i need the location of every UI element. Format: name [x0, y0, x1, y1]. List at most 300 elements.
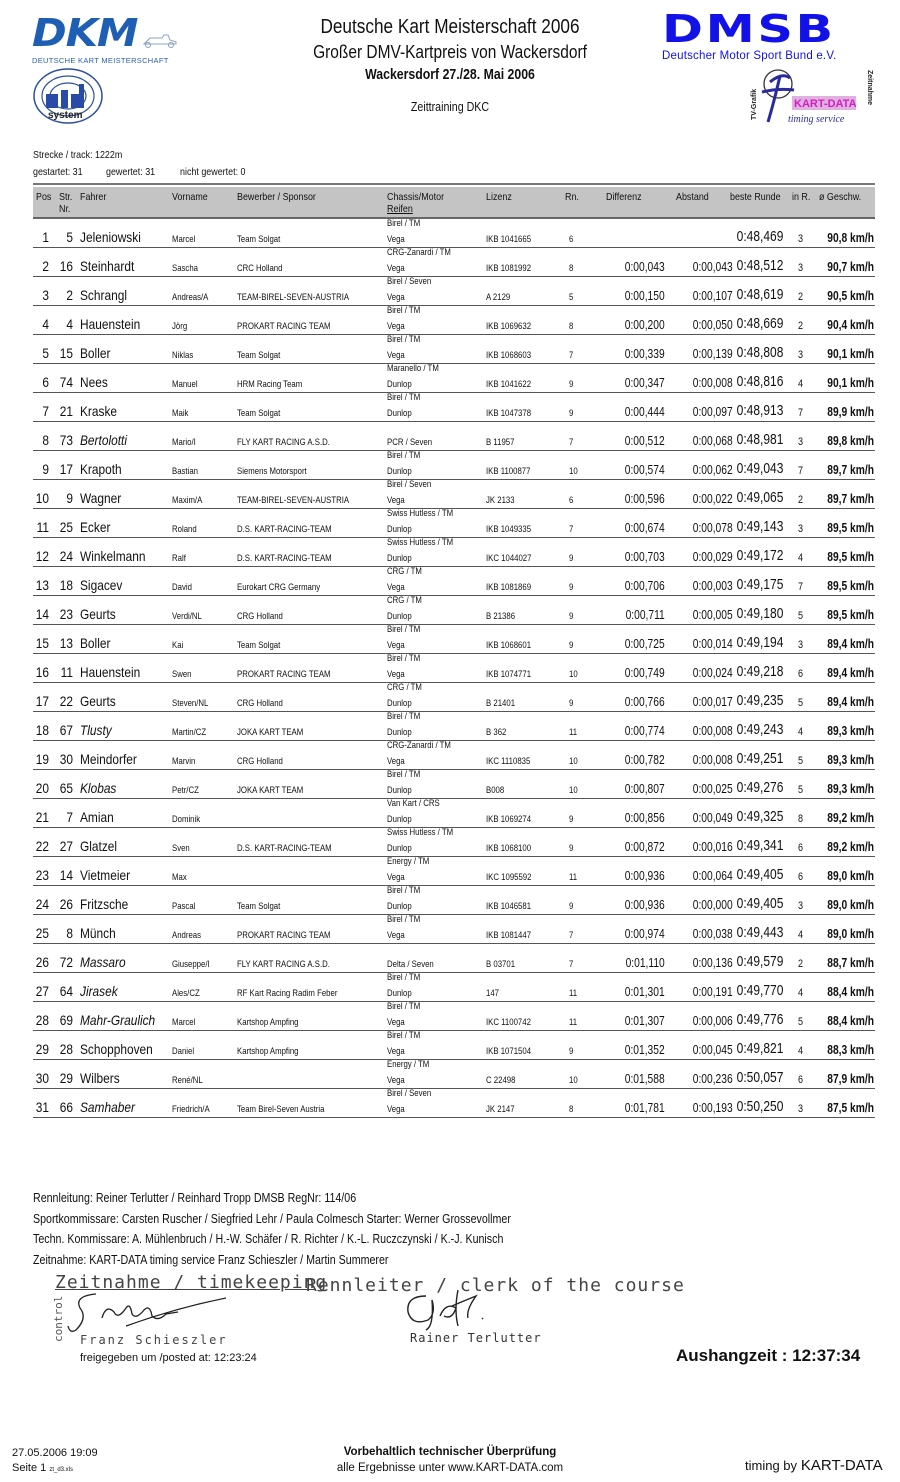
gap-cell: 0:00,062 — [693, 463, 733, 477]
speed-cell: 89,3 km/h — [827, 724, 874, 738]
gap-cell: 0:00,022 — [693, 492, 733, 506]
laps-cell: 7 — [569, 524, 574, 535]
best-lap-cell: 0:49,579 — [736, 953, 783, 970]
gap-cell: 0:00,136 — [693, 956, 733, 970]
tyre-cell: Dunlop — [387, 785, 412, 796]
clerk-label: Rennleiter / clerk of the course — [306, 1275, 685, 1296]
gap-cell: 0:00,017 — [693, 695, 733, 709]
driver-name-cell: Hauenstein — [80, 316, 141, 332]
posting-time: Aushangzeit : 12:37:34 — [676, 1346, 861, 1365]
first-name-cell: Kai — [172, 640, 184, 651]
license-cell: IKB 1047378 — [486, 408, 532, 419]
timekeeping-label: Zeitnahme / timekeeping — [55, 1272, 328, 1293]
chassis-engine-cell: Birel / TM — [387, 914, 421, 925]
entrant-cell: D.S. KART-RACING-TEAM — [237, 524, 332, 535]
diff-cell: 0:00,043 — [625, 260, 665, 274]
license-cell: IKB 1068601 — [486, 640, 532, 651]
driver-name-cell: Glatzel — [80, 838, 118, 854]
footer-right — [745, 1457, 883, 1474]
table-row — [33, 538, 875, 567]
pos-cell: 6 — [42, 374, 49, 390]
tyre-cell: Vega — [387, 321, 405, 332]
entrant-cell: CRC Holland — [237, 263, 283, 274]
license-cell: IKC 1095592 — [486, 872, 532, 883]
best-lap-cell: 0:49,143 — [736, 518, 783, 535]
best-lap-number-cell: 5 — [798, 784, 804, 796]
entrant-cell: Kartshop Ampfing — [237, 1046, 299, 1057]
start-number-cell: 15 — [59, 345, 73, 361]
gap-cell: 0:00,003 — [693, 579, 733, 593]
pos-cell: 31 — [35, 1099, 49, 1115]
tyre-cell: Vega — [387, 234, 405, 245]
table-row — [33, 393, 875, 422]
gap-cell: 0:00,068 — [693, 434, 733, 448]
gap-cell: 0:00,000 — [693, 898, 733, 912]
license-cell: IKB 1100877 — [486, 466, 531, 477]
laps-cell: 9 — [569, 814, 574, 825]
pos-cell: 27 — [35, 983, 49, 999]
table-row — [33, 480, 875, 509]
speed-cell: 89,4 km/h — [827, 695, 874, 709]
license-cell: B008 — [486, 785, 505, 796]
best-lap-cell: 0:49,175 — [736, 576, 783, 593]
best-lap-number-cell: 4 — [798, 378, 804, 390]
footer-left — [12, 1446, 98, 1478]
laps-cell: 11 — [569, 988, 578, 999]
table-row — [33, 973, 875, 1002]
stewards: Sportkommissare: Carsten Ruscher / Siegfried Lehr / Paula Colmesch Starter: Werner Grossevollmer — [33, 1210, 511, 1226]
start-number-cell: 65 — [59, 780, 73, 796]
best-lap-number-cell: 4 — [798, 987, 804, 999]
gap-cell: 0:00,008 — [693, 724, 733, 738]
speed-cell: 87,5 km/h — [827, 1101, 874, 1115]
pos-cell: 7 — [42, 403, 49, 419]
table-row — [33, 1031, 875, 1060]
start-number-cell: 29 — [59, 1070, 73, 1086]
best-lap-number-cell: 4 — [798, 1045, 804, 1057]
driver-name-cell: Ecker — [80, 519, 111, 535]
driver-name-cell: Wagner — [80, 490, 122, 506]
first-name-cell: Sven — [172, 843, 190, 854]
pos-cell: 13 — [35, 577, 49, 593]
table-row — [33, 683, 875, 712]
first-name-cell: Roland — [172, 524, 197, 535]
best-lap-cell: 0:49,218 — [736, 663, 783, 680]
license-cell: IKB 1068603 — [486, 350, 532, 361]
diff-cell: 0:00,782 — [625, 753, 665, 767]
license-cell: B 11957 — [486, 437, 515, 448]
best-lap-number-cell: 3 — [798, 349, 804, 361]
entrant-cell: HRM Racing Team — [237, 379, 303, 390]
chassis-engine-cell: CRG / TM — [387, 595, 422, 606]
speed-cell: 89,4 km/h — [827, 637, 874, 651]
tyre-cell: Vega — [387, 263, 405, 274]
first-name-cell: Steven/NL — [172, 698, 209, 709]
chassis-engine-cell: Birel / TM — [387, 218, 421, 229]
best-lap-cell: 0:50,250 — [736, 1098, 783, 1115]
first-name-cell: Giuseppe/I — [172, 959, 210, 970]
tyre-cell: Vega — [387, 640, 405, 651]
tyre-cell: Dunlop — [387, 727, 412, 738]
track-length: Strecke / track: 1222m — [33, 149, 123, 161]
tyre-cell: Vega — [387, 930, 405, 941]
laps-cell: 9 — [569, 640, 574, 651]
entrant-cell: Team Solgat — [237, 234, 281, 245]
col-entrant: Bewerber / Sponsor — [237, 191, 316, 203]
laps-cell: 7 — [569, 959, 574, 970]
pid-system-logo — [32, 68, 106, 126]
best-lap-cell: 0:49,243 — [736, 721, 783, 738]
best-lap-cell: 0:48,816 — [736, 373, 783, 390]
diff-cell: 0:00,872 — [625, 840, 665, 854]
license-cell: IKB 1041665 — [486, 234, 532, 245]
driver-name-cell: Jirasek — [80, 983, 118, 999]
best-lap-cell: 0:48,913 — [736, 402, 783, 419]
table-row — [33, 770, 875, 799]
speed-cell: 89,2 km/h — [827, 840, 874, 854]
speed-cell: 89,7 km/h — [827, 492, 874, 506]
laps-cell: 9 — [569, 408, 574, 419]
entrant-cell: Team Solgat — [237, 640, 281, 651]
best-lap-cell: 0:49,276 — [736, 779, 783, 796]
start-number-cell: 9 — [66, 490, 73, 506]
chassis-engine-cell: CRG-Zanardi / TM — [387, 740, 451, 751]
diff-cell: 0:01,781 — [625, 1101, 665, 1115]
laps-cell: 9 — [569, 698, 574, 709]
tyre-cell: Vega — [387, 872, 405, 883]
driver-name-cell: Meindorfer — [80, 751, 137, 767]
chassis-engine-cell: Maranello / TM — [387, 363, 439, 374]
speed-cell: 89,0 km/h — [827, 927, 874, 941]
driver-name-cell: Krapoth — [80, 461, 122, 477]
driver-name-cell: Sigacev — [80, 577, 123, 593]
laps-cell: 10 — [569, 669, 578, 680]
start-number-cell: 30 — [59, 751, 73, 767]
col-chassis-line2: Reifen — [387, 203, 413, 215]
speed-cell: 87,9 km/h — [827, 1072, 874, 1086]
best-lap-cell: 0:48,808 — [736, 344, 783, 361]
start-number-cell: 22 — [59, 693, 73, 709]
best-lap-number-cell: 6 — [798, 668, 804, 680]
entrant-cell: TEAM-BIREL-SEVEN-AUSTRIA — [237, 292, 350, 303]
laps-cell: 11 — [569, 872, 578, 883]
laps-cell: 6 — [569, 495, 574, 506]
best-lap-number-cell: 3 — [798, 639, 804, 651]
start-number-cell: 67 — [59, 722, 73, 738]
diff-cell: 0:00,703 — [625, 550, 665, 564]
start-number-cell: 72 — [59, 954, 73, 970]
first-name-cell: Dominik — [172, 814, 201, 825]
gap-cell: 0:00,008 — [693, 376, 733, 390]
laps-cell: 10 — [569, 466, 578, 477]
best-lap-cell: 0:49,443 — [736, 924, 783, 941]
first-name-cell: David — [172, 582, 192, 593]
table-row — [33, 915, 875, 944]
first-name-cell: Marcel — [172, 234, 196, 245]
best-lap-number-cell: 6 — [798, 871, 804, 883]
diff-cell: 0:01,588 — [625, 1072, 665, 1086]
best-lap-cell: 0:49,251 — [736, 750, 783, 767]
driver-name-cell: Boller — [80, 635, 111, 651]
laps-cell: 11 — [569, 727, 578, 738]
best-lap-cell: 0:49,325 — [736, 808, 783, 825]
gap-cell: 0:00,045 — [693, 1043, 733, 1057]
best-lap-number-cell: 4 — [798, 929, 804, 941]
best-lap-cell: 0:49,172 — [736, 547, 783, 564]
best-lap-cell: 0:49,235 — [736, 692, 783, 709]
table-row — [33, 799, 875, 828]
start-number-cell: 8 — [66, 925, 73, 941]
chassis-engine-cell: Van Kart / CRS — [387, 798, 440, 809]
start-number-cell: 2 — [66, 287, 73, 303]
col-driver: Fahrer — [80, 191, 107, 203]
license-cell: B 03701 — [486, 959, 516, 970]
best-lap-number-cell: 3 — [798, 233, 804, 245]
gap-cell: 0:00,193 — [693, 1101, 733, 1115]
pos-cell: 3 — [42, 287, 49, 303]
tyre-cell: PCR / Seven — [387, 437, 433, 448]
col-license: Lizenz — [486, 191, 512, 203]
kart-icon — [140, 32, 178, 48]
best-lap-number-cell: 2 — [798, 291, 804, 303]
tyre-cell: Delta / Seven — [387, 959, 434, 970]
table-row — [33, 509, 875, 538]
tyre-cell: Vega — [387, 1046, 405, 1057]
timekeeping-officials: Zeitnahme: KART-DATA timing service Franz Schieszler / Martin Summerer — [33, 1251, 389, 1267]
license-cell: IKB 1081992 — [486, 263, 532, 274]
diff-cell: 0:00,339 — [625, 347, 665, 361]
gap-cell: 0:00,139 — [693, 347, 733, 361]
chassis-engine-cell: Energy / TM — [387, 1059, 430, 1070]
pos-cell: 12 — [35, 548, 49, 564]
best-lap-number-cell: 2 — [798, 320, 804, 332]
speed-cell: 90,1 km/h — [827, 376, 874, 390]
source-file: zt_d3.xls — [49, 1467, 73, 1473]
driver-name-cell: Geurts — [80, 606, 116, 622]
license-cell: IKB 1069632 — [486, 321, 532, 332]
best-lap-cell: 0:48,512 — [736, 257, 783, 274]
laps-cell: 7 — [569, 350, 574, 361]
best-lap-cell: 0:49,770 — [736, 982, 783, 999]
tyre-cell: Dunlop — [387, 408, 412, 419]
tyre-cell: Vega — [387, 292, 405, 303]
speed-cell: 89,7 km/h — [827, 463, 874, 477]
speed-cell: 90,7 km/h — [827, 260, 874, 274]
license-cell: B 362 — [486, 727, 507, 738]
speed-cell: 89,5 km/h — [827, 550, 874, 564]
gap-cell: 0:00,008 — [693, 753, 733, 767]
dmsb-logo — [662, 7, 874, 62]
driver-name-cell: Wilbers — [80, 1070, 120, 1086]
diff-cell: 0:00,974 — [625, 927, 665, 941]
kart-data-logo — [748, 62, 874, 128]
first-name-cell: Friedrich/A — [172, 1104, 210, 1115]
first-name-cell: Andreas — [172, 930, 202, 941]
driver-name-cell: Jeleniowski — [80, 229, 141, 245]
chassis-engine-cell: Birel / TM — [387, 972, 421, 983]
pos-cell: 14 — [35, 606, 49, 622]
chassis-engine-cell: Birel / TM — [387, 653, 421, 664]
laps-cell: 7 — [569, 930, 574, 941]
driver-name-cell: Schopphoven — [80, 1041, 153, 1057]
gap-cell: 0:00,025 — [693, 782, 733, 796]
timing-by-label: timing by — [745, 1458, 798, 1473]
pos-cell: 26 — [35, 954, 49, 970]
first-name-cell: Ales/CZ — [172, 988, 200, 999]
driver-name-cell: Schrangl — [80, 287, 127, 303]
speed-cell: 89,0 km/h — [827, 869, 874, 883]
entrant-cell: Team Birel-Seven Austria — [237, 1104, 325, 1115]
best-lap-number-cell: 7 — [798, 465, 804, 477]
clerk-name: Rainer Terlutter — [410, 1331, 542, 1345]
entrant-cell: CRG Holland — [237, 698, 283, 709]
entrant-cell: CRG Holland — [237, 756, 283, 767]
chassis-engine-cell: CRG / TM — [387, 566, 422, 577]
classified-count: gewertet: 31 — [106, 166, 156, 178]
diff-cell: 0:00,856 — [625, 811, 665, 825]
tyre-cell: Dunlop — [387, 553, 412, 564]
event-location-date: Wackersdorf 27./28. Mai 2006 — [365, 66, 535, 83]
start-number-cell: 4 — [66, 316, 73, 332]
speed-cell: 89,5 km/h — [827, 579, 874, 593]
driver-name-cell: Winkelmann — [80, 548, 146, 564]
best-lap-number-cell: 3 — [798, 900, 804, 912]
speed-cell: 88,4 km/h — [827, 985, 874, 999]
gap-cell: 0:00,064 — [693, 869, 733, 883]
first-name-cell: Verdi/NL — [172, 611, 202, 622]
table-row — [33, 625, 875, 654]
page-number: Seite 1 — [12, 1462, 47, 1474]
table-row — [33, 1060, 875, 1089]
first-name-cell: Swen — [172, 669, 192, 680]
diff-cell: 0:00,347 — [625, 376, 665, 390]
diff-cell: 0:00,512 — [625, 434, 665, 448]
diff-cell: 0:00,200 — [625, 318, 665, 332]
best-lap-number-cell: 7 — [798, 581, 804, 593]
first-name-cell: Marcel — [172, 1017, 196, 1028]
license-cell: JK 2147 — [486, 1104, 515, 1115]
speed-cell: 89,9 km/h — [827, 405, 874, 419]
race-direction: Rennleitung: Reiner Terlutter / Reinhard Tropp DMSB RegNr: 114/06 — [33, 1190, 357, 1205]
pos-cell: 18 — [35, 722, 49, 738]
tyre-cell: Dunlop — [387, 379, 412, 390]
dkm-logo-text: DKM — [32, 11, 138, 55]
control-label: control — [52, 1295, 65, 1342]
col-in-lap: in R. — [792, 191, 811, 203]
diff-cell: 0:00,936 — [625, 869, 665, 883]
best-lap-number-cell: 2 — [798, 958, 804, 970]
posted-time: freigegeben um /posted at: 12:23:24 — [80, 1352, 257, 1364]
speed-cell: 90,8 km/h — [827, 231, 874, 245]
col-firstname: Vorname — [172, 191, 208, 203]
pos-cell: 9 — [42, 461, 49, 477]
chassis-engine-cell: Birel / TM — [387, 392, 421, 403]
best-lap-cell: 0:49,341 — [736, 837, 783, 854]
table-row — [33, 422, 875, 451]
tyre-cell: Dunlop — [387, 814, 412, 825]
entrant-cell: RF Kart Racing Radim Feber — [237, 988, 338, 999]
col-nr-line2: Nr. — [59, 203, 71, 215]
pos-cell: 11 — [36, 519, 49, 535]
entrant-cell: PROKART RACING TEAM — [237, 930, 331, 941]
best-lap-number-cell: 2 — [798, 494, 804, 506]
driver-name-cell: Tlusty — [80, 722, 112, 738]
start-number-cell: 17 — [59, 461, 73, 477]
pos-cell: 2 — [42, 258, 49, 274]
driver-name-cell: Steinhardt — [80, 258, 135, 274]
speed-cell: 89,3 km/h — [827, 782, 874, 796]
tyre-cell: Dunlop — [387, 988, 412, 999]
diff-cell: 0:00,150 — [625, 289, 665, 303]
laps-cell: 9 — [569, 901, 574, 912]
driver-name-cell: Münch — [80, 925, 116, 941]
license-cell: IKB 1081447 — [486, 930, 532, 941]
laps-cell: 10 — [569, 756, 578, 767]
first-name-cell: Jörg — [172, 321, 188, 332]
laps-cell: 9 — [569, 843, 574, 854]
license-cell: IKC 1044027 — [486, 553, 532, 564]
table-body — [33, 219, 875, 1118]
pos-cell: 23 — [35, 867, 49, 883]
gap-cell: 0:00,043 — [693, 260, 733, 274]
driver-name-cell: Fritzsche — [80, 896, 129, 912]
table-row — [33, 364, 875, 393]
pos-cell: 29 — [35, 1041, 49, 1057]
laps-cell: 10 — [569, 785, 578, 796]
dmsb-logo-subtitle: Deutscher Motor Sport Bund e.V. — [662, 50, 837, 62]
best-lap-number-cell: 3 — [798, 523, 804, 535]
gap-cell: 0:00,191 — [693, 985, 733, 999]
start-number-cell: 25 — [59, 519, 73, 535]
diff-cell: 0:00,725 — [625, 637, 665, 651]
best-lap-cell: 0:50,057 — [736, 1069, 783, 1086]
first-name-cell: Maxim/A — [172, 495, 203, 506]
chassis-engine-cell: Swiss Hutless / TM — [387, 827, 454, 838]
chassis-engine-cell: Energy / TM — [387, 856, 430, 867]
first-name-cell: Mario/I — [172, 437, 196, 448]
laps-cell: 8 — [569, 263, 574, 274]
entrant-cell: PROKART RACING TEAM — [237, 321, 331, 332]
officials-block — [33, 1188, 511, 1270]
start-number-cell: 23 — [59, 606, 73, 622]
disclaimer: Vorbehaltlich technischer Überprüfung — [343, 1446, 557, 1458]
chassis-engine-cell: Swiss Hutless / TM — [387, 537, 454, 548]
entrant-cell: Kartshop Ampfing — [237, 1017, 299, 1028]
chassis-engine-cell: CRG-Zanardi / TM — [387, 247, 451, 258]
best-lap-number-cell: 5 — [798, 697, 804, 709]
dmsb-logo-text: DMSB — [662, 7, 836, 51]
svg-text:system: system — [48, 110, 83, 121]
pos-cell: 17 — [35, 693, 49, 709]
license-cell: IKB 1074771 — [486, 669, 532, 680]
best-lap-cell: 0:49,776 — [736, 1011, 783, 1028]
timing-brand: KART-DATA — [800, 1457, 883, 1474]
chassis-engine-cell: CRG / TM — [387, 682, 422, 693]
gap-cell: 0:00,097 — [693, 405, 733, 419]
license-cell: IKC 1100742 — [486, 1017, 531, 1028]
chassis-engine-cell: Birel / Seven — [387, 479, 432, 490]
diff-cell: 0:00,711 — [625, 608, 665, 622]
first-name-cell: Max — [172, 872, 187, 883]
pos-cell: 4 — [42, 316, 49, 332]
tyre-cell: Vega — [387, 1104, 405, 1115]
tyre-cell: Dunlop — [387, 611, 412, 622]
best-lap-number-cell: 3 — [798, 262, 804, 274]
first-name-cell: René/NL — [172, 1075, 203, 1086]
col-best-lap: beste Runde — [730, 191, 781, 203]
entrant-cell: TEAM-BIREL-SEVEN-AUSTRIA — [237, 495, 350, 506]
first-name-cell: Andreas/A — [172, 292, 209, 303]
